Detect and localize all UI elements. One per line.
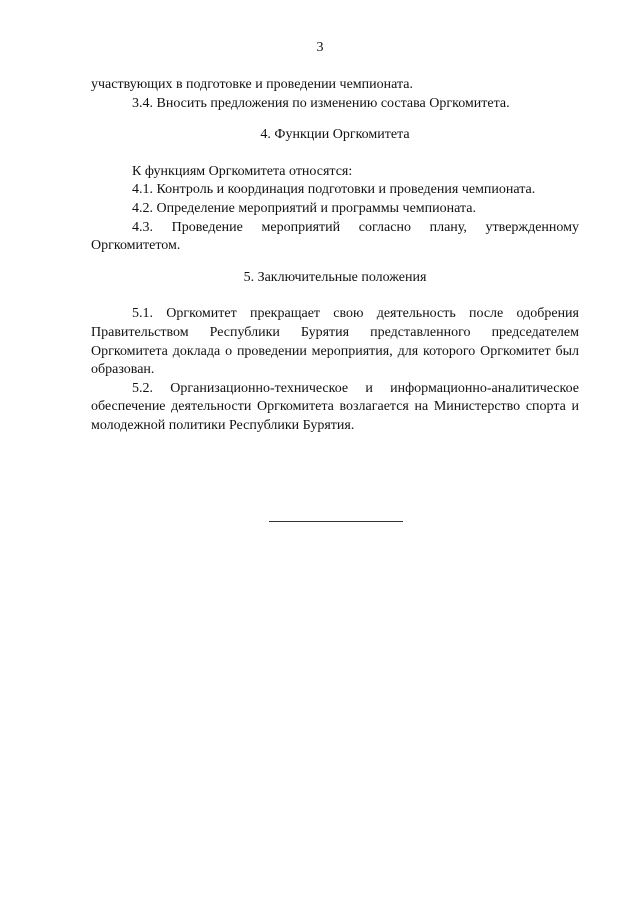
closing-rule — [269, 521, 403, 522]
section-4-heading: 4. Функции Оргкомитета — [260, 127, 410, 143]
page-number: 3 — [316, 40, 324, 55]
section-3-item-3-4: 3.4. Вносить предложения по изменению состава Оргкомитета. — [132, 95, 510, 111]
section-5-item-5-1: 5.1. Оргкомитет прекращает свою деятельность после одобрения Правительством Республики Бурятия представленного председателем Оргкомитета доклада о проведении мероприятия, для которого Оргкомитет был образован. — [91, 306, 579, 378]
section-4-intro: К функциям Оргкомитета относятся: — [132, 163, 353, 179]
document-body — [91, 76, 579, 436]
section-4-item-4-2: 4.2. Определение мероприятий и программы чемпионата. — [132, 200, 476, 216]
section-5-heading: 5. Заключительные положения — [243, 269, 427, 285]
section-3-continuation: участвующих в подготовке и проведении чемпионата. — [91, 77, 413, 92]
section-5-item-5-2: 5.2. Организационно-техническое и информационно-аналитическое обеспечение деятельности Оргкомитета возлагается на Министерство спорта и молодежной политики Республики Бурятия. — [91, 380, 579, 433]
section-4-item-4-1: 4.1. Контроль и координация подготовки и проведения чемпионата. — [132, 182, 536, 198]
section-4-item-4-3: 4.3. Проведение мероприятий согласно плану, утвержденному Оргкомитетом. — [91, 219, 579, 254]
